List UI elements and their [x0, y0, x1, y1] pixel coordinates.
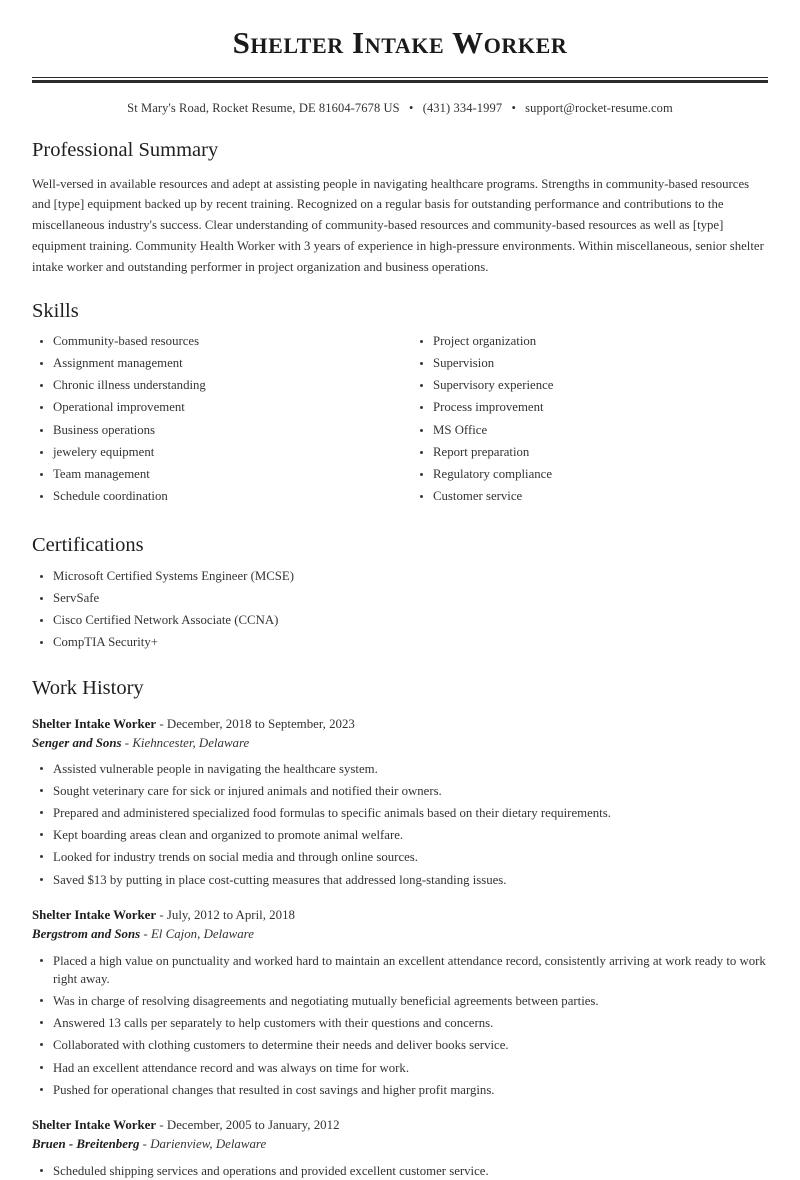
- skills-column-left: [32, 333, 400, 510]
- contact-email: support@rocket-resume.com: [525, 101, 673, 116]
- job-title: Shelter Intake Worker: [32, 908, 157, 923]
- list-item: Community-based resources: [32, 333, 400, 351]
- list-item: Placed a high value on punctuality and worked hard to maintain an excellent attendance record, consistently arriving at work ready to work right away.: [32, 952, 768, 989]
- job-company-dash: -: [140, 927, 151, 942]
- list-item: MS Office: [412, 422, 768, 440]
- list-item: Kept boarding areas clean and organized to promote animal welfare.: [32, 826, 768, 845]
- list-item: Report preparation: [412, 444, 768, 462]
- contact-separator-1: •: [408, 101, 414, 116]
- job-dates: December, 2018 to September, 2023: [166, 716, 355, 731]
- list-item: Customer service: [412, 488, 768, 506]
- list-item: Supervisory experience: [412, 377, 768, 395]
- job-dates: December, 2005 to January, 2012: [166, 1118, 340, 1133]
- work-history-entry: [32, 715, 768, 890]
- job-company: Bergstrom and Sons: [32, 927, 141, 942]
- skills-list-right: [412, 333, 768, 506]
- job-title: Shelter Intake Worker: [32, 1118, 157, 1133]
- contact-separator-2: •: [511, 101, 516, 116]
- list-item: Was in charge of resolving disagreements and negotiating mutually beneficial agreements between parties.: [32, 992, 768, 1011]
- list-item: Project organization: [412, 333, 768, 351]
- list-item: Business operations: [32, 422, 400, 440]
- list-item: Chronic illness understanding: [32, 377, 400, 395]
- list-item: Assisted vulnerable people in navigating the healthcare system.: [32, 760, 768, 779]
- list-item: Regulatory compliance: [412, 466, 768, 484]
- list-item: Schedule coordination: [32, 488, 400, 506]
- summary-paragraph: Well-versed in available resources and adept at assisting people in navigating healthcare programs. Strengths in community-based resources and [type] equipment backed up by recent training. Recognized on a regular basis for outstanding performance and contributions to the miscellaneous industry's success. Clear understanding of community-based resources and community-based resources as well as [type] equipment training. Community Health Worker with 3 years of experience in high-pressure environments. Within miscellaneous, senior shelter intake worker and outstanding performer in project organization and business operations.: [32, 176, 764, 274]
- list-item: Process improvement: [412, 399, 768, 417]
- list-item: Scheduled shipping services and operations and provided excellent customer service.: [32, 1162, 768, 1180]
- list-item: Team management: [32, 466, 400, 484]
- job-dates: July, 2012 to April, 2018: [166, 908, 295, 923]
- job-company: Bruen - Breitenberg: [32, 1137, 140, 1152]
- list-item: Cisco Certified Network Associate (CCNA): [32, 612, 768, 630]
- work-history-entry: [32, 1116, 768, 1180]
- skills-list-left: [32, 333, 400, 506]
- skills-column-right: [400, 333, 768, 510]
- list-item: Sought veterinary care for sick or injured animals and notified their owners.: [32, 782, 768, 801]
- divider-thick-line: [32, 80, 768, 83]
- section-heading-work-history: Work History: [32, 676, 144, 699]
- job-title-line: [32, 715, 768, 734]
- skills-columns: [32, 333, 768, 510]
- list-item: Supervision: [412, 355, 768, 373]
- job-location: Kiehncester, Delaware: [132, 735, 250, 750]
- job-title-dash: -: [156, 716, 167, 731]
- list-item: ServSafe: [32, 590, 768, 608]
- job-company-line: [32, 1135, 768, 1154]
- list-item: Prepared and administered specialized food formulas to specific animals based on their dietary requirements.: [32, 804, 768, 823]
- list-item: Microsoft Certified Systems Engineer (MCSE): [32, 568, 768, 586]
- job-company-line: [32, 734, 768, 753]
- section-heading-certifications: Certifications: [32, 534, 144, 557]
- job-title-line: [32, 1116, 768, 1135]
- list-item: CompTIA Security+: [32, 634, 768, 652]
- page-title: Shelter Intake Worker: [232, 25, 568, 60]
- section-work-history: [0, 676, 800, 1180]
- list-item: jewelery equipment: [32, 444, 400, 462]
- contact-phone: (431) 334-1997: [422, 101, 503, 116]
- list-item: Assignment management: [32, 355, 400, 373]
- list-item: Answered 13 calls per separately to help customers with their questions and concerns.: [32, 1014, 768, 1033]
- job-responsibilities-list: [32, 1162, 768, 1180]
- job-company-line: [32, 925, 768, 944]
- section-heading-skills: Skills: [32, 300, 79, 323]
- job-title-dash: -: [156, 908, 167, 923]
- job-company-dash: -: [121, 735, 133, 750]
- list-item: Had an excellent attendance record and was always on time for work.: [32, 1059, 768, 1078]
- job-responsibilities-list: [32, 760, 768, 889]
- section-heading-summary: Professional Summary: [32, 139, 219, 162]
- job-company: Senger and Sons: [32, 735, 122, 750]
- section-certifications: [0, 533, 800, 652]
- header-divider: [32, 77, 768, 83]
- job-title-line: [32, 906, 768, 925]
- job-title-dash: -: [156, 1118, 167, 1133]
- job-responsibilities-list: [32, 952, 768, 1099]
- list-item: Saved $13 by putting in place cost-cutting measures that addressed long-standing issues.: [32, 871, 768, 890]
- job-location: El Cajon, Delaware: [150, 927, 254, 942]
- contact-address: St Mary's Road, Rocket Resume, DE 81604-7678 US: [127, 101, 400, 116]
- work-history-entry: [32, 906, 768, 1099]
- job-title: Shelter Intake Worker: [32, 716, 157, 731]
- list-item: Pushed for operational changes that resulted in cost savings and higher profit margins.: [32, 1081, 768, 1100]
- list-item: Operational improvement: [32, 399, 400, 417]
- job-company-dash: -: [139, 1137, 151, 1152]
- job-location: Darienview, Delaware: [150, 1137, 267, 1152]
- section-skills: [0, 299, 800, 510]
- contact-line: [0, 101, 800, 116]
- section-professional-summary: [0, 138, 800, 277]
- certifications-list: [32, 568, 768, 652]
- list-item: Looked for industry trends on social media and through online sources.: [32, 848, 768, 867]
- list-item: Collaborated with clothing customers to determine their needs and deliver books service.: [32, 1036, 768, 1055]
- resume-header: [0, 0, 800, 116]
